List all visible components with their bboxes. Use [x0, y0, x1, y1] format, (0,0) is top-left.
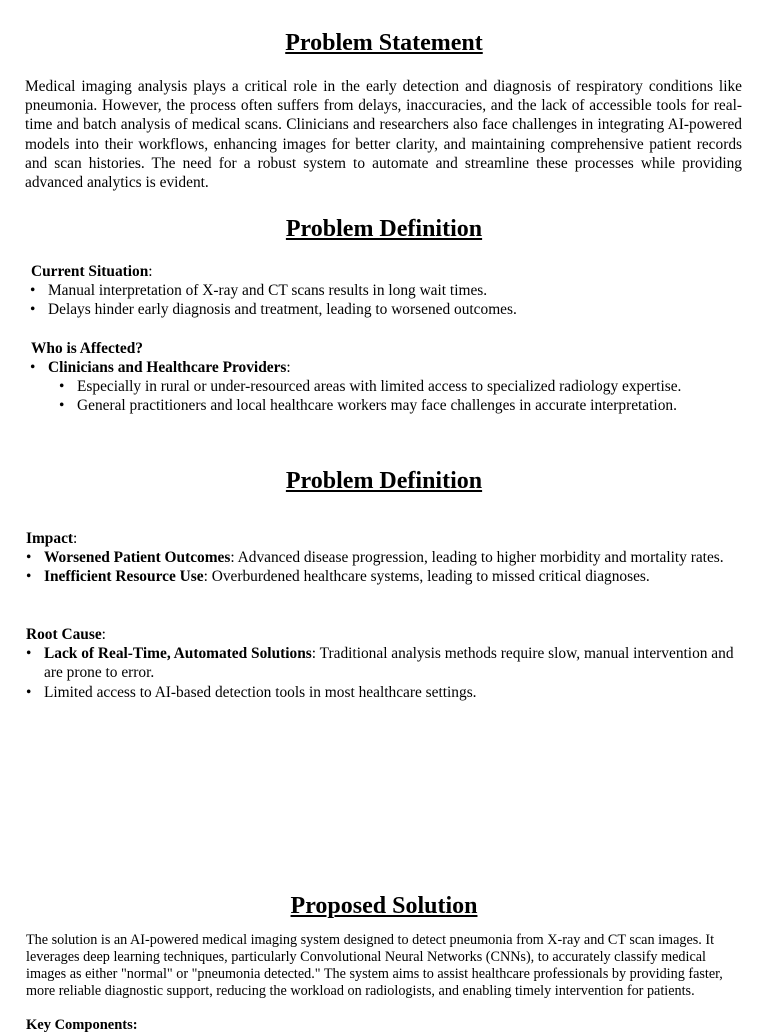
- list-item: • Lack of Real-Time, Automated Solutions: Traditional analysis methods require slow, manual intervention and are prone to error.: [26, 644, 742, 682]
- list-item: • Manual interpretation of X-ray and CT scans results in long wait times.: [30, 281, 742, 300]
- list-item: • Clinicians and Healthcare Providers:: [30, 358, 742, 377]
- current-situation-label: Current Situation:: [31, 263, 153, 280]
- key-components-heading: Key Components:: [26, 1017, 138, 1033]
- list-item: • Delays hinder early diagnosis and treatment, leading to worsened outcomes.: [30, 300, 742, 319]
- current-situation-list: [30, 281, 742, 319]
- who-affected-sublist: [59, 377, 749, 415]
- proposed-solution-heading: Proposed Solution: [290, 893, 478, 919]
- list-item: • General practitioners and local healthcare workers may face challenges in accurate interpretation.: [59, 396, 749, 415]
- who-affected-list: [30, 358, 742, 377]
- impact-label: Impact:: [26, 530, 78, 547]
- proposed-solution-paragraph: The solution is an AI-powered medical imaging system designed to detect pneumonia from X-ray and CT scan images. It leverages deep learning techniques, particularly Convolutional Neural Networks (CNNs), to accurately classify medical images as either "normal" or "pneumonia detected." The system aims to assist healthcare professionals by providing faster, more reliable diagnostic support, reducing the workload on radiologists, and enabling timely intervention for patients.: [26, 932, 723, 999]
- problem-definition-heading-1: Problem Definition: [285, 216, 483, 242]
- who-affected-section: [31, 339, 743, 358]
- current-situation-section: [31, 262, 743, 281]
- problem-statement-heading: Problem Statement: [285, 30, 483, 56]
- root-cause-label: Root Cause:: [26, 626, 106, 643]
- impact-section: [26, 529, 742, 587]
- who-affected-label: Who is Affected?: [31, 340, 143, 357]
- list-item: • Worsened Patient Outcomes: Advanced disease progression, leading to higher morbidity and mortality rates.: [26, 548, 742, 567]
- list-item: • Inefficient Resource Use: Overburdened healthcare systems, leading to missed critical diagnoses.: [26, 567, 742, 586]
- problem-definition-heading-2: Problem Definition: [285, 468, 483, 494]
- list-item: • Limited access to AI-based detection tools in most healthcare settings.: [26, 683, 742, 702]
- problem-statement-paragraph: Medical imaging analysis plays a critical role in the early detection and diagnosis of respiratory conditions like pneumonia. However, the process often suffers from delays, inaccuracies, and the lack of accessible tools for real-time and batch analysis of medical scans. Clinicians and researchers also face challenges in integrating AI-powered models into their workflows, enhancing images for better clarity, and maintaining comprehensive patient records and scan histories. The need for a robust system to automate and streamline these processes while providing advanced analytics is evident.: [25, 78, 742, 192]
- list-item: • Especially in rural or under-resourced areas with limited access to specialized radiology expertise.: [59, 377, 749, 396]
- root-cause-section: [26, 625, 742, 702]
